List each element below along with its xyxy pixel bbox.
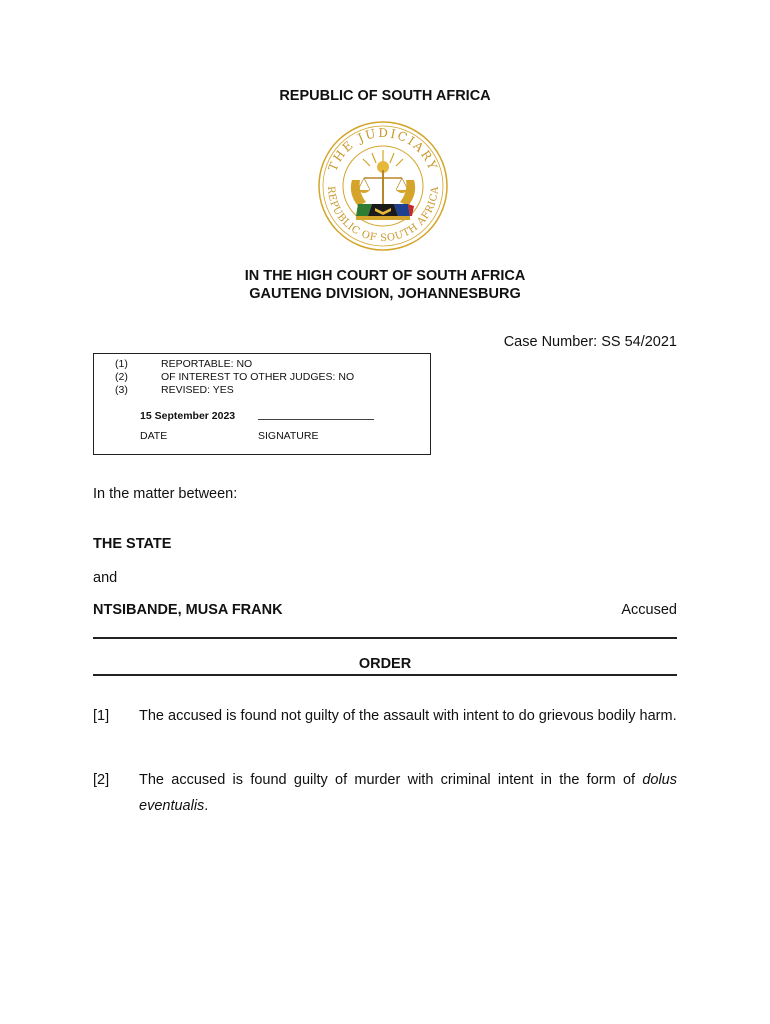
status-item-number: (3) bbox=[115, 384, 128, 396]
country-heading: REPUBLIC OF SOUTH AFRICA bbox=[279, 88, 491, 104]
parties-intro: In the matter between: bbox=[93, 486, 238, 502]
respondent-role: Accused bbox=[621, 602, 677, 618]
date-label: DATE bbox=[140, 430, 168, 442]
status-item-text: OF INTEREST TO OTHER JUDGES: NO bbox=[161, 371, 355, 383]
status-item-number: (1) bbox=[115, 358, 128, 370]
order-paragraph-2 bbox=[139, 767, 677, 819]
paragraph-end: . bbox=[204, 798, 209, 814]
signature-line bbox=[258, 411, 374, 420]
paragraph-number: [1] bbox=[93, 708, 110, 724]
parties-conjunction: and bbox=[93, 570, 118, 586]
judgment-date: 15 September 2023 bbox=[140, 410, 236, 422]
status-item-text: REVISED: YES bbox=[161, 384, 234, 396]
seal-bottom-text: REPUBLIC OF SOUTH AFRICA bbox=[324, 185, 442, 245]
status-item-number: (2) bbox=[115, 371, 128, 383]
order-title: ORDER bbox=[358, 656, 412, 672]
divider-top bbox=[93, 637, 677, 639]
case-number: Case Number: SS 54/2021 bbox=[503, 334, 677, 350]
court-name: IN THE HIGH COURT OF SOUTH AFRICA bbox=[244, 268, 526, 284]
judiciary-seal-icon bbox=[312, 120, 454, 252]
status-box bbox=[93, 353, 431, 455]
status-item-text: REPORTABLE: NO bbox=[161, 358, 253, 370]
signature-label: SIGNATURE bbox=[258, 430, 319, 442]
paragraph-text: The accused is found guilty of murder with criminal intent in the form of bbox=[139, 772, 643, 788]
applicant-name: THE STATE bbox=[93, 536, 172, 552]
paragraph-italic: dolus eventualis bbox=[139, 772, 677, 814]
seal-top-text: THE JUDICIARY bbox=[325, 125, 441, 174]
court-division: GAUTENG DIVISION, JOHANNESBURG bbox=[249, 286, 521, 302]
respondent-name: NTSIBANDE, MUSA FRANK bbox=[93, 602, 283, 618]
order-paragraph-1: The accused is found not guilty of the assault with intent to do grievous bodily harm. bbox=[139, 708, 677, 724]
divider-bottom bbox=[93, 674, 677, 676]
court-heading bbox=[0, 267, 770, 303]
paragraph-number: [2] bbox=[93, 772, 110, 788]
